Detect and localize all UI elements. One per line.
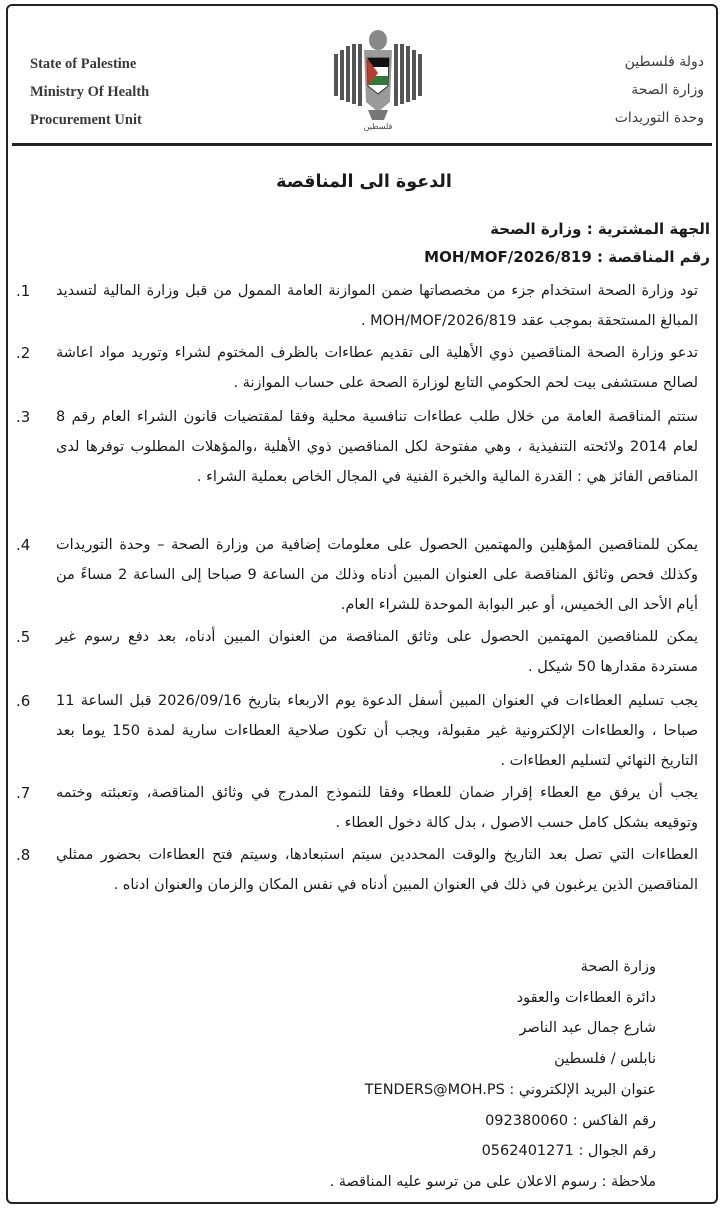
tender-number-value: MOH/MOF/2026/819 <box>424 248 592 266</box>
clause-text: يجب تسليم العطاءات في العنوان المبين أسفل الدعوة يوم الاربعاء بتاريخ 2026/09/16 قبل الساعة 11 صباحا ، والعطاءات الإلكترونية غير مقبولة، ويجب أن تكون صلاحية العطاءات سارية لمدة 150 يوما بعد التاريخ النهائي لتسليم العطاءات . <box>56 693 699 769</box>
fax-line <box>16 1106 656 1137</box>
note-label: ملاحظة : <box>601 1173 656 1190</box>
clause-text: يمكن للمناقصين المؤهلين والمهتمين الحصول على معلومات إضافية من وزارة الصحة – وحدة التوريدات وكذلك فحص وثائق المناقصة على العنوان المبين أدناه وذلك من الساعة 9 صباحا إلى الساعة 2 مساءً من أيام الأحد الى الخميس، أو عبر البوابة الموحدة للشراء العام. <box>56 537 699 613</box>
clause-number: .8 <box>16 846 31 864</box>
letterhead <box>12 8 712 140</box>
clause-text: تدعو وزارة الصحة المناقصين ذوي الأهلية الى تقديم عطاءات بالظرف المختوم لشراء وتوريد مواد اعاشة لصالح مستشفى بيت لحم الحكومي التابع لوزارة الصحة على حساب الموازنة . <box>56 345 698 391</box>
fax-label: رقم الفاكس : <box>572 1112 656 1129</box>
clause-number: .6 <box>16 692 31 710</box>
clause-number: .4 <box>16 536 31 554</box>
note-line <box>16 1167 656 1198</box>
mobile-value: 0562401271 <box>481 1143 574 1160</box>
clause-item <box>16 276 714 338</box>
clause-item <box>16 402 714 530</box>
tender-clauses <box>16 276 714 932</box>
mobile-label: رقم الجوال : <box>578 1143 656 1160</box>
clause-item <box>16 530 714 622</box>
header-divider <box>12 143 712 146</box>
clause-item <box>16 622 714 686</box>
email-value: TENDERS@MOH.PS <box>364 1081 505 1098</box>
email-label: عنوان البريد الإلكتروني : <box>509 1081 656 1098</box>
letterhead-ar-line: وزارة الصحة <box>631 82 704 98</box>
clause-number: .1 <box>16 282 31 300</box>
letterhead-en-line: State of Palestine <box>30 56 137 72</box>
tender-number-line <box>20 248 710 266</box>
email-line <box>16 1075 656 1106</box>
emblem-caption: فلسطين <box>363 122 393 131</box>
clause-text: تود وزارة الصحة استخدام جزء من مخصصاتها ضمن الموازنة العامة الممول من قبل وزارة المالية لتسديد المبالغ المستحقة بموجب عقد MOH/MOF/2026/819 . <box>56 283 698 329</box>
address-dept: دائرة العطاءات والعقود <box>516 989 656 1006</box>
letterhead-en-line: Ministry Of Health <box>30 84 150 100</box>
contact-address <box>16 952 656 1198</box>
clause-text: يمكن للمناقصين المهتمين الحصول على وثائق المناقصة من العنوان المبين أدناه، بعد دفع رسوم غير مستردة مقدارها 50 شيكل . <box>56 629 698 675</box>
clause-text: يجب أن يرفق مع العطاء إقرار ضمان للعطاء وفقا للنموذج المدرج في وثائق المناقصة، وتعبئته وختمه وتوقيعه بشكل كامل حسب الاصول ، بدل كالة دخول العطاء . <box>56 785 698 831</box>
letterhead-ar-line: وحدة التوريدات <box>614 110 704 126</box>
address-org: وزارة الصحة <box>580 959 656 975</box>
mobile-line <box>16 1136 656 1167</box>
letterhead-en-line: Procurement Unit <box>30 112 142 128</box>
clause-number: .2 <box>16 344 31 362</box>
fax-value: 092380060 <box>485 1112 569 1129</box>
address-city: نابلس / فلسطين <box>554 1051 656 1068</box>
clause-item <box>16 338 714 402</box>
clause-item <box>16 686 714 778</box>
clause-item <box>16 840 714 932</box>
address-street: شارع جمال عبد الناصر <box>519 1020 656 1037</box>
page-title: الدعوة الى المناقصة <box>276 172 452 192</box>
clause-text: ستتم المناقصة العامة من خلال طلب عطاءات تنافسية محلية وفقا لمقتضيات قانون الشراء العام رقم 8 لعام 2014 ولائحته التنفيذية ، وهي مفتوحة لكل المناقصين ذوي الأهلية ،والمؤهلات المطلوب توفرها لدى المناقص الفائز هي : القدرة المالية والخبرة الفنية في المجال الخاص بعملية الشراء . <box>56 409 698 485</box>
clause-item <box>16 778 714 840</box>
buyer-label: الجهة المشترية : <box>586 220 710 238</box>
buyer-line <box>20 220 710 238</box>
buyer-value: وزارة الصحة <box>490 220 582 238</box>
clause-text: العطاءات التي تصل بعد التاريخ والوقت المحددين سيتم استبعادها، وسيتم فتح العطاءات بحضور ممثلي المناقصين الذين يرغبون في ذلك في العنوان المبين أدناه في نفس المكان والزمان والعنوان ادناه . <box>56 847 698 893</box>
tender-number-label: رقم المناقصة : <box>597 248 710 266</box>
palestine-emblem-icon <box>320 24 436 136</box>
clause-number: .7 <box>16 784 31 802</box>
letterhead-english <box>30 50 149 134</box>
note-value: رسوم الاعلان على من ترسو عليه المناقصة . <box>329 1173 597 1190</box>
letterhead-arabic <box>615 48 704 132</box>
clause-number: .3 <box>16 408 31 426</box>
letterhead-ar-line: دولة فلسطين <box>624 54 704 70</box>
clause-number: .5 <box>16 628 31 646</box>
